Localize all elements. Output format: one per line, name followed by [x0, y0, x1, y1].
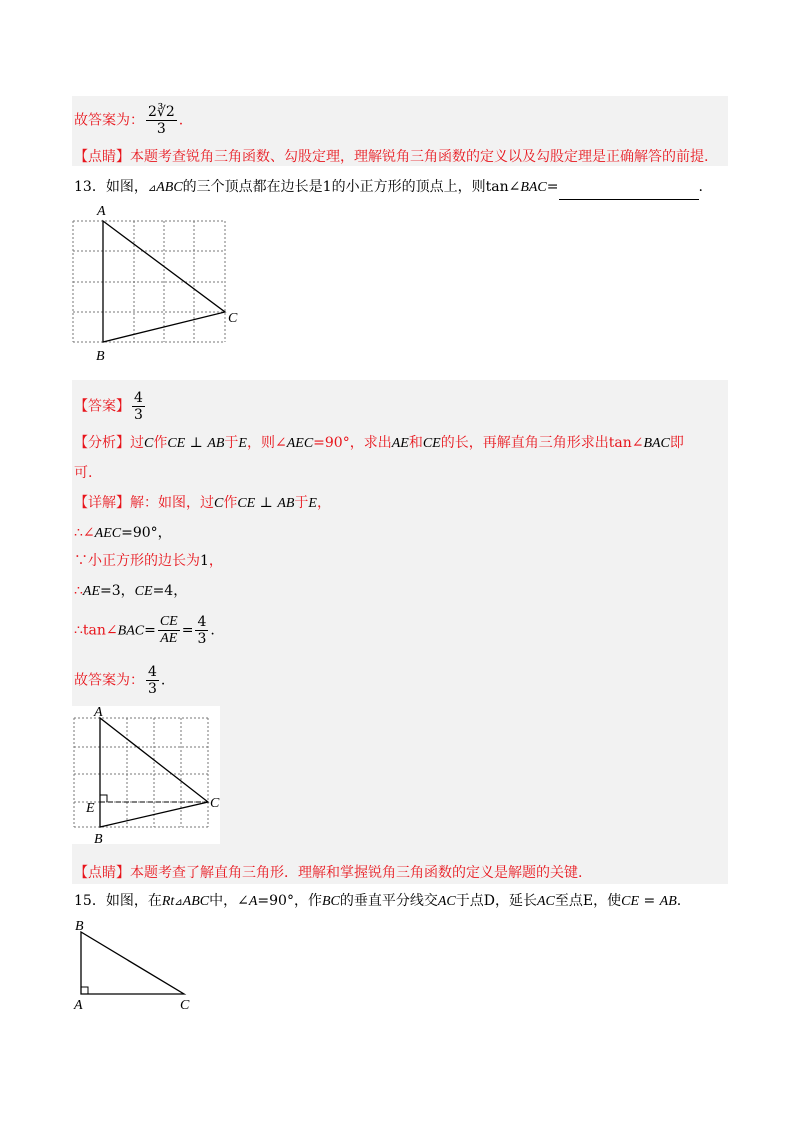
- comment-line: [74, 862, 582, 884]
- q15-label-b: B: [75, 919, 84, 934]
- final-fraction: [146, 664, 159, 697]
- q15-text2: =90°，作: [257, 893, 322, 909]
- comment-tag-2: 【点睛】: [74, 865, 130, 881]
- step4-den: 3: [197, 631, 207, 647]
- step4-fraction-value: [195, 614, 208, 647]
- step1-aec: AEC: [94, 526, 122, 541]
- analysis-line-2: 可.: [74, 465, 93, 481]
- grid-figure-question: [64, 200, 254, 365]
- detail-ab: AB: [277, 496, 295, 511]
- solution-label-c: C: [210, 796, 220, 811]
- angle-symbol: ∠: [508, 179, 521, 195]
- analysis-text: 作: [153, 435, 168, 451]
- q15-text3: 的垂直平分线交: [339, 893, 438, 909]
- top-comment-line: [74, 146, 708, 168]
- analysis-text: ，则∠: [246, 435, 287, 451]
- step4-eq2: =: [181, 622, 194, 639]
- step-3: [74, 580, 187, 603]
- comment-tag: 【点睛】: [74, 149, 130, 165]
- detail-text: 于: [294, 495, 309, 511]
- right-angle-mark: [100, 795, 107, 802]
- q15-label-a-text: A: [74, 998, 83, 1013]
- analysis-ce2: CE: [422, 436, 441, 451]
- q15-end: .: [676, 893, 682, 909]
- step-1: [74, 522, 172, 545]
- top-answer-line: [74, 104, 183, 137]
- label-a: A: [97, 204, 106, 219]
- q15-rt: Rt: [161, 894, 175, 909]
- comment-text-2: 本题考查了解直角三角形．理解和掌握锐角三角函数的定义是解题的关键.: [130, 865, 583, 881]
- solution-label-b: B: [94, 832, 103, 844]
- final-den: 3: [148, 681, 157, 697]
- final-prefix: 故答案为：: [74, 672, 144, 689]
- step3-ce-value: =4，: [152, 583, 188, 599]
- q15-label-c: C: [180, 998, 190, 1013]
- analysis-text: 和: [408, 435, 423, 451]
- question-13: [74, 176, 703, 200]
- answer-end: .: [178, 112, 184, 129]
- q15-text1: 中，∠: [209, 893, 249, 909]
- analysis-ab: AB: [207, 436, 225, 451]
- q13-one: 1: [322, 179, 332, 195]
- detail-tag: 【详解】: [74, 495, 130, 511]
- answer-blank[interactable]: [559, 185, 699, 200]
- right-triangle-figure: [66, 916, 206, 1016]
- comment-text: 本题考查锐角三角函数、勾股定理，理解锐角三角函数的定义以及勾股定理是正确解答的前提.: [130, 149, 709, 165]
- detail-ce: CE: [237, 496, 256, 511]
- q15-ab: AB: [659, 894, 677, 909]
- step4-num: 4: [197, 614, 207, 630]
- step4-text: ∴tan∠: [74, 622, 118, 639]
- analysis-text: 过: [130, 435, 144, 451]
- detail-text: 作: [223, 495, 238, 511]
- q13-text1: 的三个顶点都在边长是: [182, 179, 323, 195]
- analysis-e: E: [238, 436, 247, 451]
- step2-one: 1: [200, 553, 209, 569]
- step4-bac: BAC: [117, 623, 145, 639]
- final-answer-line: [74, 664, 165, 697]
- final-num: 4: [148, 664, 157, 680]
- step1-text: ∴∠: [74, 525, 95, 541]
- q13-number: 13．如图，: [74, 179, 148, 195]
- answer-line: [74, 390, 147, 423]
- step1-value: =90°，: [121, 525, 172, 541]
- question-15: [74, 890, 681, 914]
- q15-ce: CE: [621, 894, 639, 909]
- detail-text: ，: [316, 495, 331, 511]
- q13-bac: BAC: [520, 180, 547, 195]
- step4-end: .: [210, 622, 215, 639]
- step4-fraction-den: AE: [160, 631, 178, 646]
- step4-fraction-letters: [158, 614, 180, 647]
- q15-ac2: AC: [536, 894, 555, 909]
- analysis-text: 的长，再解直角三角形求出tan∠: [440, 435, 644, 451]
- solution-label-a: A: [94, 706, 103, 720]
- detail-text: 解：如图，过: [130, 495, 214, 511]
- label-b: B: [96, 349, 105, 364]
- analysis-ce: CE: [167, 436, 186, 451]
- analysis-aec: AEC: [286, 436, 314, 451]
- q13-text2: 的小正方形的顶点上，则: [331, 179, 486, 195]
- q15-eq: =: [639, 893, 660, 909]
- answer-denominator: 3: [156, 121, 166, 137]
- q15-number: 15．如图，在: [74, 893, 162, 909]
- q13-tan: tan: [485, 179, 509, 195]
- q13-abc: ABC: [156, 180, 183, 195]
- answer-fraction-main: [132, 390, 145, 423]
- solution-label-e: E: [86, 801, 95, 816]
- step-2: [74, 550, 223, 572]
- final-end: .: [160, 672, 166, 689]
- analysis-ae: AE: [391, 436, 409, 451]
- detail-c: C: [214, 496, 224, 511]
- answer-prefix: 故答案为：: [74, 112, 144, 129]
- analysis-c: C: [144, 436, 154, 451]
- q15-abc: ABC: [182, 894, 210, 909]
- q15-text5: 至点E，使: [554, 893, 622, 909]
- q15-bc: BC: [321, 894, 340, 909]
- q15-a: A: [248, 894, 258, 909]
- answer-fraction: [146, 104, 177, 137]
- step3-ae-value: =3，: [100, 583, 135, 599]
- step3-ce: CE: [134, 584, 153, 599]
- q15-text4: 于点D，延长: [455, 893, 537, 909]
- analysis-text: 于: [224, 435, 239, 451]
- analysis-tag: 【分析】: [74, 435, 130, 451]
- step3-ae: AE: [82, 584, 101, 599]
- step2-end: ，: [208, 553, 223, 569]
- answer-numerator: 2∛2: [148, 104, 175, 120]
- triangle-symbol: ⊿: [174, 897, 183, 908]
- step4-eq: =: [144, 622, 156, 639]
- detail-line: [74, 492, 331, 515]
- step-4: [74, 614, 215, 647]
- q13-eq: =: [546, 179, 559, 195]
- q15-ac: AC: [437, 894, 456, 909]
- analysis-text: =90°，求出: [313, 435, 392, 451]
- grid-figure-solution: [72, 706, 220, 844]
- step2-text: ∵小正方形的边长为: [74, 553, 200, 569]
- grid-lines: [73, 221, 225, 342]
- step4-fraction-num: CE: [159, 614, 178, 629]
- q13-end: .: [698, 179, 703, 195]
- right-angle-mark-a: [81, 987, 88, 994]
- triangle-symbol: ⊿: [147, 183, 157, 194]
- perp-symbol: ⊥: [185, 435, 208, 451]
- answer-main-denominator: 3: [134, 407, 143, 423]
- detail-e: E: [308, 496, 317, 511]
- step3-text: ∴: [74, 583, 83, 599]
- perp-symbol: ⊥: [255, 495, 278, 511]
- answer-tag: 【答案】: [74, 398, 130, 415]
- analysis-text: 即: [669, 435, 684, 451]
- analysis-bac: BAC: [643, 436, 670, 451]
- right-triangle-abc: [81, 932, 184, 994]
- answer-main-numerator: 4: [134, 390, 143, 406]
- analysis-line: [74, 432, 684, 455]
- label-c: C: [228, 311, 238, 326]
